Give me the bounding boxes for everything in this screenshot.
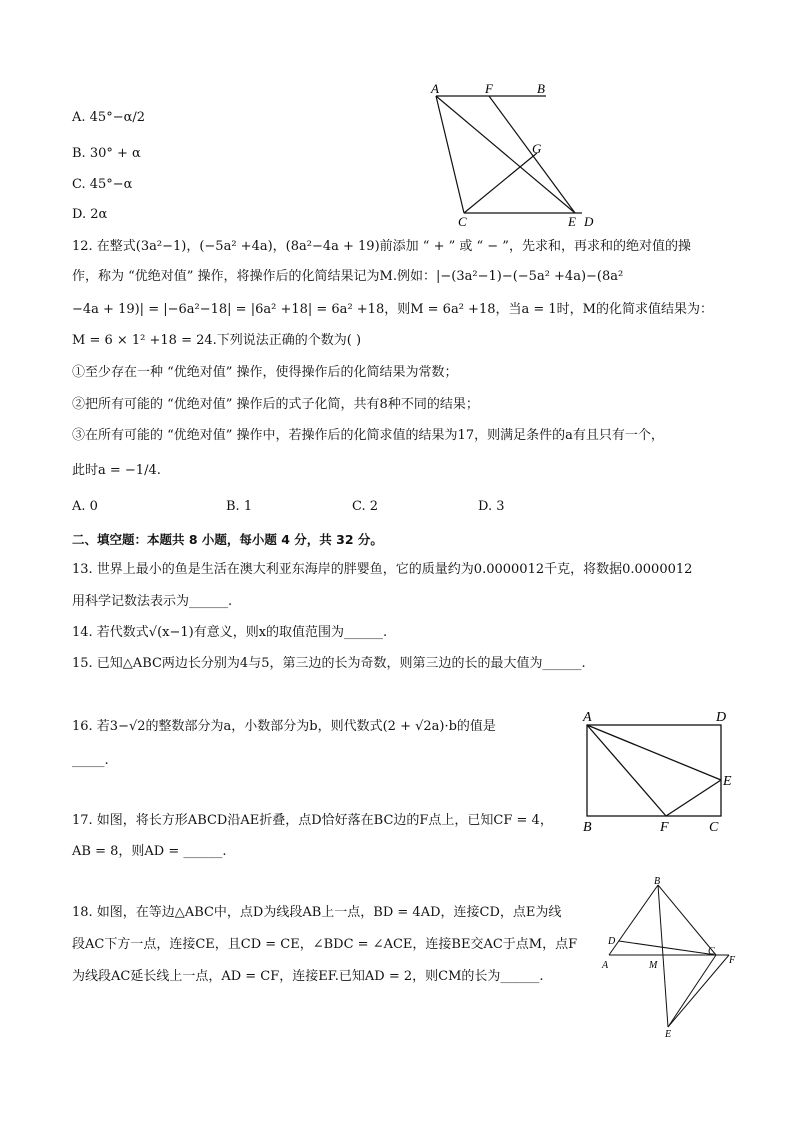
q18-label-d: D (608, 936, 616, 947)
q17-label-b: B (583, 820, 592, 835)
q11-label-a: A (431, 81, 439, 96)
q14-text: 14. 若代数式√(x−1)有意义，则x的取值范围为______. (72, 625, 388, 640)
q11-option-a: A. 45°−α/2 (72, 110, 146, 125)
q12-option-c: C. 2 (352, 499, 379, 514)
q11-figure (420, 78, 610, 230)
q18-label-e: E (665, 1029, 672, 1040)
q16-line-2: _____. (72, 753, 109, 768)
q11-label-f: F (485, 81, 493, 96)
q11-label-g: G (532, 141, 542, 156)
q12-statement-3: ③在所有可能的 “优绝对值” 操作中，若操作后的化简求值的结果为17，则满足条件的a有且只有一个， (72, 428, 664, 443)
q12-line-1: 12. 在整式(3a²−1)，(−5a² +4a)，(8a²−4a + 19)前添加 “ + ” 或 “ − ”，先求和，再求和的绝对值的操 (72, 239, 691, 254)
q17-label-a: A (583, 710, 592, 725)
q11-option-b: B. 30° + α (72, 146, 141, 161)
q17-label-c: C (709, 820, 719, 835)
q17-figure (575, 705, 745, 840)
q11-label-e: E (568, 214, 576, 229)
q12-line-3: −4a + 19)| = |−6a²−18| = |6a² +18| = 6a² +18，则M = 6a² +18，当a = 1时，M的化简求值结果为： (72, 302, 713, 317)
q11-option-c: C. 45°−α (72, 177, 133, 192)
q12-option-b: B. 1 (226, 499, 253, 514)
q18-label-a: A (602, 960, 609, 971)
q18-label-b: B (654, 876, 661, 887)
q17-line-2: AB = 8，则AD = ______. (72, 844, 227, 859)
q17-label-e: E (723, 774, 732, 789)
q18-label-f: F (729, 955, 736, 966)
q18-line-2: 段AC下方一点，连接CE，且CD = CE，∠BDC = ∠ACE，连接BE交AC于点M，点F (72, 937, 578, 952)
q11-option-d: D. 2α (72, 207, 108, 222)
q16-line-1: 16. 若3−√2的整数部分为a，小数部分为b，则代数式(2 + √2a)·b的值是 (72, 719, 496, 734)
q12-option-a: A. 0 (72, 499, 98, 514)
q12-line-4: M = 6 × 1² +18 = 24.下列说法正确的个数为( ) (72, 333, 362, 348)
q17-label-d: D (716, 710, 727, 725)
q11-label-b: B (537, 81, 545, 96)
q18-label-m: M (649, 960, 658, 971)
q13-line-2: 用科学记数法表示为______. (72, 594, 233, 609)
section-heading-fill-in: 二、填空题：本题共 8 小题，每小题 4 分，共 32 分。 (72, 532, 383, 547)
q12-statement-3-cont: 此时a = −1/4. (72, 463, 161, 478)
q12-statement-1: ①至少存在一种 “优绝对值” 操作，使得操作后的化简结果为常数； (72, 365, 458, 380)
q12-option-d: D. 3 (478, 499, 505, 514)
q12-statement-2: ②把所有可能的 “优绝对值” 操作后的式子化简，共有8种不同的结果； (72, 397, 479, 412)
q17-line-1: 17. 如图，将长方形ABCD沿AE折叠，点D恰好落在BC边的F点上，已知CF = 4， (72, 813, 553, 828)
q15-text: 15. 已知△ABC两边长分别为4与5，第三边的长为奇数，则第三边的长的最大值为______. (72, 656, 586, 671)
q18-line-3: 为线段AC延长线上一点，AD = CF，连接EF.已知AD = 2，则CM的长为______. (72, 969, 544, 984)
q18-figure (595, 875, 745, 1040)
q11-label-c: C (458, 214, 467, 229)
q13-line-1: 13. 世界上最小的鱼是生活在澳大利亚东海岸的胖婴鱼，它的质量约为0.0000012千克，将数据0.0000012 (72, 562, 693, 577)
q17-label-f: F (660, 820, 669, 835)
q18-line-1: 18. 如图，在等边△ABC中，点D为线段AB上一点，BD = 4AD，连接CD，点E为线 (72, 905, 562, 920)
q11-label-d: D (584, 214, 594, 229)
q12-line-2: 作，称为 “优绝对值” 操作，将操作后的化简结果记为M.例如：|−(3a²−1)−(−5a² +4a)−(8a² (72, 269, 624, 284)
q18-label-c: C (708, 946, 715, 957)
